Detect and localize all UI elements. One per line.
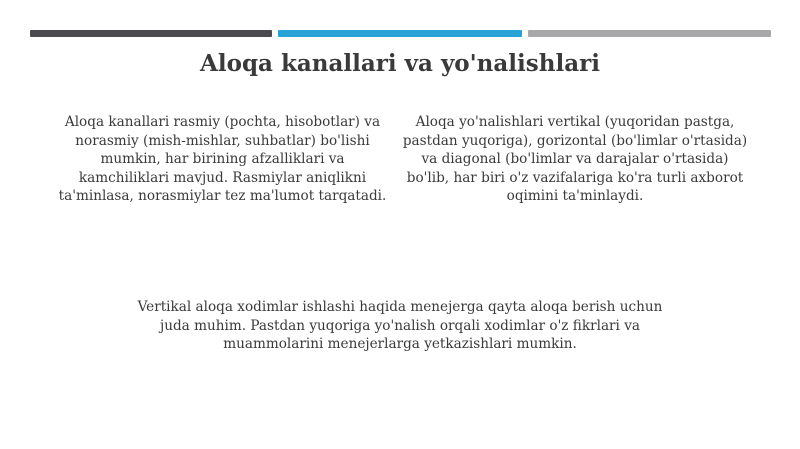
accent-bar-gray [528,30,771,37]
slide-title: Aloqa kanallari va yo'nalishlari [200,50,600,77]
paragraph-channels: Aloqa kanallari rasmiy (pochta, hisobotlar) va norasmiy (mish-mishlar, suhbatlar) bo'lishi mumkin, har birining afzalliklari va kamchiliklari mavjud. Rasmiylar aniqlikni ta'minlasa, norasmiylar tez ma'lumot tarqatadi. [58,114,387,205]
accent-bar-blue [278,30,522,37]
accent-bar-dark [30,30,272,37]
paragraph-directions: Aloqa yo'nalishlari vertikal (yuqoridan pastga, pastdan yuqoriga), gorizontal (bo'limlar o'rtasida) va diagonal (bo'limlar va darajalar o'rtasida) bo'lib, har biri o'z vazifalariga ko'ra turli axborot oqimini ta'minlaydi. [402,114,748,205]
paragraph-vertical-communication: Vertikal aloqa xodimlar ishlashi haqida menejerga qayta aloqa berish uchun juda muhim. Pastdan yuqoriga yo'nalish orqali xodimlar o'z fikrlari va muammolarini menejerlarga yetkazishlari mumkin. [137,299,663,353]
